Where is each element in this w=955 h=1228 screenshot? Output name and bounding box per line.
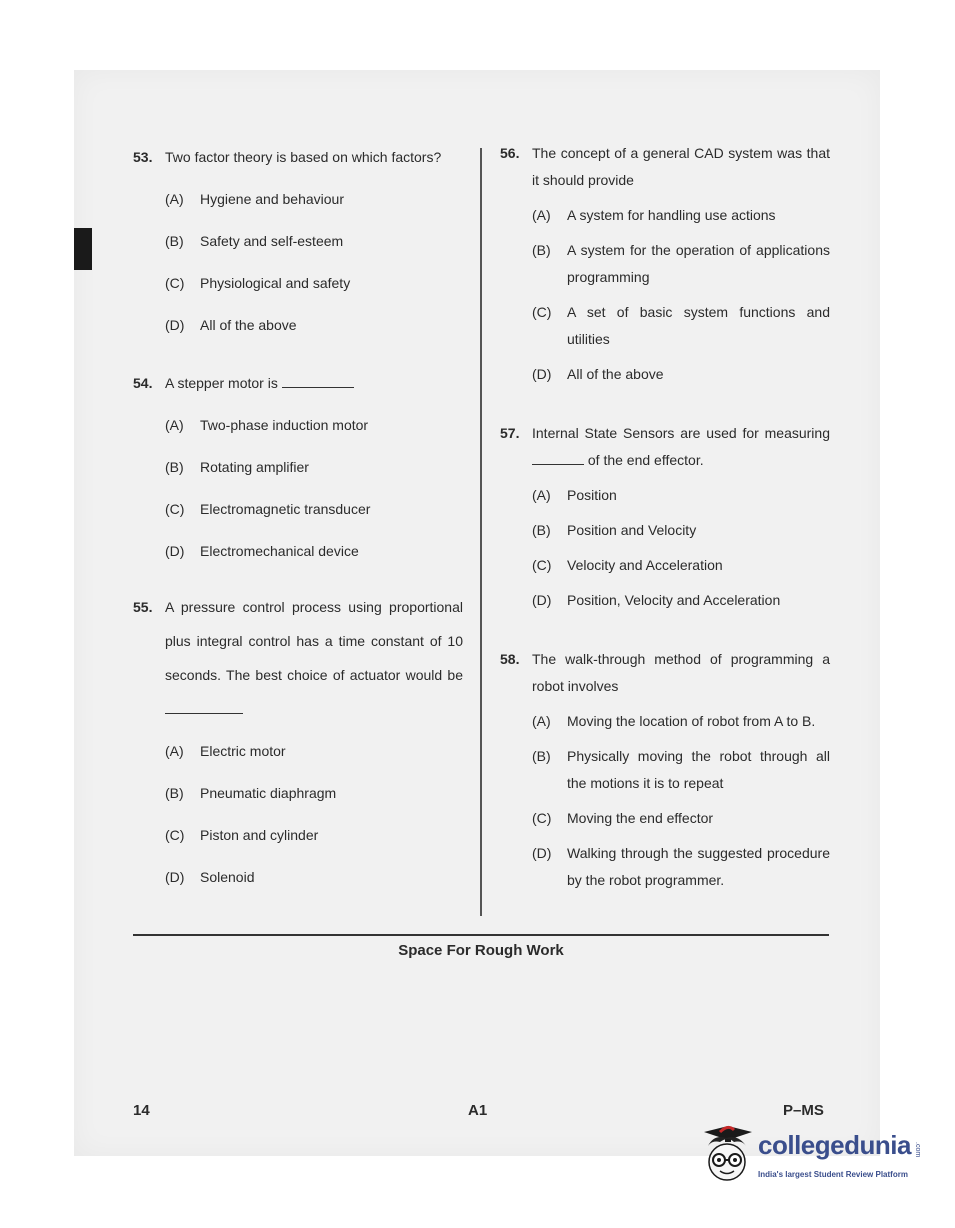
option-c [165, 492, 463, 526]
option-b [532, 743, 830, 797]
question-number: 57. [500, 425, 520, 441]
option-text: Solenoid [200, 869, 255, 885]
question-58 [500, 646, 830, 894]
option-label: (A) [165, 417, 184, 433]
left-column [133, 140, 463, 894]
option-a [532, 202, 830, 229]
option-text: Moving the location of robot from A to B. [567, 713, 816, 729]
question-text-part: Internal State Sensors are used for measuring [532, 425, 830, 441]
question-text-part: A pressure control process using proportional plus integral control has a time constant of 10 seconds. The best choice of actuator would be [165, 599, 463, 683]
option-b [165, 224, 463, 258]
option-label: (A) [165, 191, 184, 207]
brand-logo [698, 1122, 928, 1194]
option-text: Two-phase induction motor [200, 417, 369, 433]
option-text: Pneumatic diaphragm [200, 785, 337, 801]
option-c [532, 805, 830, 832]
question-54 [133, 366, 463, 568]
option-d [165, 860, 463, 894]
option-text: Moving the end effector [567, 810, 714, 826]
question-number: 55. [133, 599, 153, 615]
question-text-part: A stepper motor is [165, 375, 282, 391]
option-label: (C) [165, 275, 185, 291]
option-c [532, 299, 830, 353]
option-label: (D) [165, 543, 185, 559]
rough-work-heading: Space For Rough Work [398, 942, 564, 959]
option-label: (B) [532, 748, 551, 764]
option-label: (A) [532, 487, 551, 503]
option-label: (B) [165, 785, 184, 801]
option-text: A system for handling use actions [567, 207, 776, 223]
option-text: Rotating amplifier [200, 459, 309, 475]
option-label: (A) [165, 743, 184, 759]
option-text: A system for the operation of applications programming [567, 242, 830, 285]
option-label: (D) [165, 317, 185, 333]
option-text: Safety and self-esteem [200, 233, 344, 249]
question-text [165, 366, 463, 400]
option-c [165, 818, 463, 852]
option-a [532, 708, 830, 735]
option-text: Piston and cylinder [200, 827, 319, 843]
option-text: Physiological and safety [200, 275, 351, 291]
option-label: (D) [532, 592, 552, 608]
brand-tagline: India's largest Student Review Platform [758, 1170, 908, 1179]
option-label: (C) [532, 304, 552, 320]
option-label: (C) [532, 810, 552, 826]
option-label: (A) [532, 713, 551, 729]
option-label: (B) [165, 459, 184, 475]
option-label: (D) [165, 869, 185, 885]
option-text: Walking through the suggested procedure by the robot programmer. [567, 845, 830, 888]
question-text [165, 590, 463, 726]
question-text: Two factor theory is based on which factors? [165, 149, 442, 165]
option-text: Electric motor [200, 743, 286, 759]
option-text: Physically moving the robot through all the motions it is to repeat [567, 748, 830, 791]
option-b [532, 237, 830, 291]
question-55 [133, 590, 463, 894]
option-label: (B) [532, 522, 551, 538]
column-divider [480, 148, 482, 916]
option-b [165, 450, 463, 484]
option-d [532, 361, 830, 388]
question-56 [500, 140, 830, 388]
option-a [165, 182, 463, 216]
question-number: 56. [500, 145, 520, 161]
option-c [532, 552, 830, 579]
option-label: (D) [532, 366, 552, 382]
option-d [532, 587, 830, 614]
option-c [165, 266, 463, 300]
option-label: (D) [532, 845, 552, 861]
option-text: Electromagnetic transducer [200, 501, 371, 517]
option-text: Position [567, 487, 617, 503]
option-b [165, 776, 463, 810]
option-text: All of the above [200, 317, 297, 333]
option-text: Velocity and Acceleration [567, 557, 723, 573]
option-d [532, 840, 830, 894]
brand-suffix: .com [914, 1142, 921, 1158]
option-label: (A) [532, 207, 551, 223]
right-column [500, 140, 830, 894]
brand-name: collegedunia [758, 1130, 911, 1160]
option-label: (B) [165, 233, 184, 249]
question-number: 54. [133, 375, 153, 391]
paper-code: P–MS [783, 1102, 824, 1119]
question-text: The concept of a general CAD system was that it should provide [532, 145, 830, 188]
page-number: 14 [133, 1102, 150, 1119]
option-a [165, 408, 463, 442]
option-text: Hygiene and behaviour [200, 191, 344, 207]
series-code: A1 [468, 1102, 488, 1119]
question-text: The walk-through method of programming a robot involves [532, 651, 830, 694]
registration-mark [74, 228, 92, 270]
question-text-part: of the end effector. [584, 452, 704, 468]
option-label: (C) [532, 557, 552, 573]
option-a [532, 482, 830, 509]
answer-blank [282, 375, 354, 388]
option-d [165, 534, 463, 568]
option-label: (B) [532, 242, 551, 258]
option-text: Electromechanical device [200, 543, 359, 559]
option-text: A set of basic system functions and utilities [567, 304, 830, 347]
option-text: All of the above [567, 366, 664, 382]
option-label: (C) [165, 501, 185, 517]
question-text [532, 420, 830, 474]
question-57 [500, 420, 830, 614]
answer-blank [532, 452, 584, 465]
option-text: Position, Velocity and Acceleration [567, 592, 781, 608]
option-d [165, 308, 463, 342]
option-text: Position and Velocity [567, 522, 697, 538]
option-label: (C) [165, 827, 185, 843]
question-number: 58. [500, 651, 520, 667]
option-b [532, 517, 830, 544]
answer-blank [165, 701, 243, 714]
mascot-icon [698, 1122, 756, 1194]
question-53 [133, 140, 463, 342]
question-number: 53. [133, 149, 153, 165]
rough-work-divider [133, 934, 829, 936]
option-a [165, 734, 463, 768]
